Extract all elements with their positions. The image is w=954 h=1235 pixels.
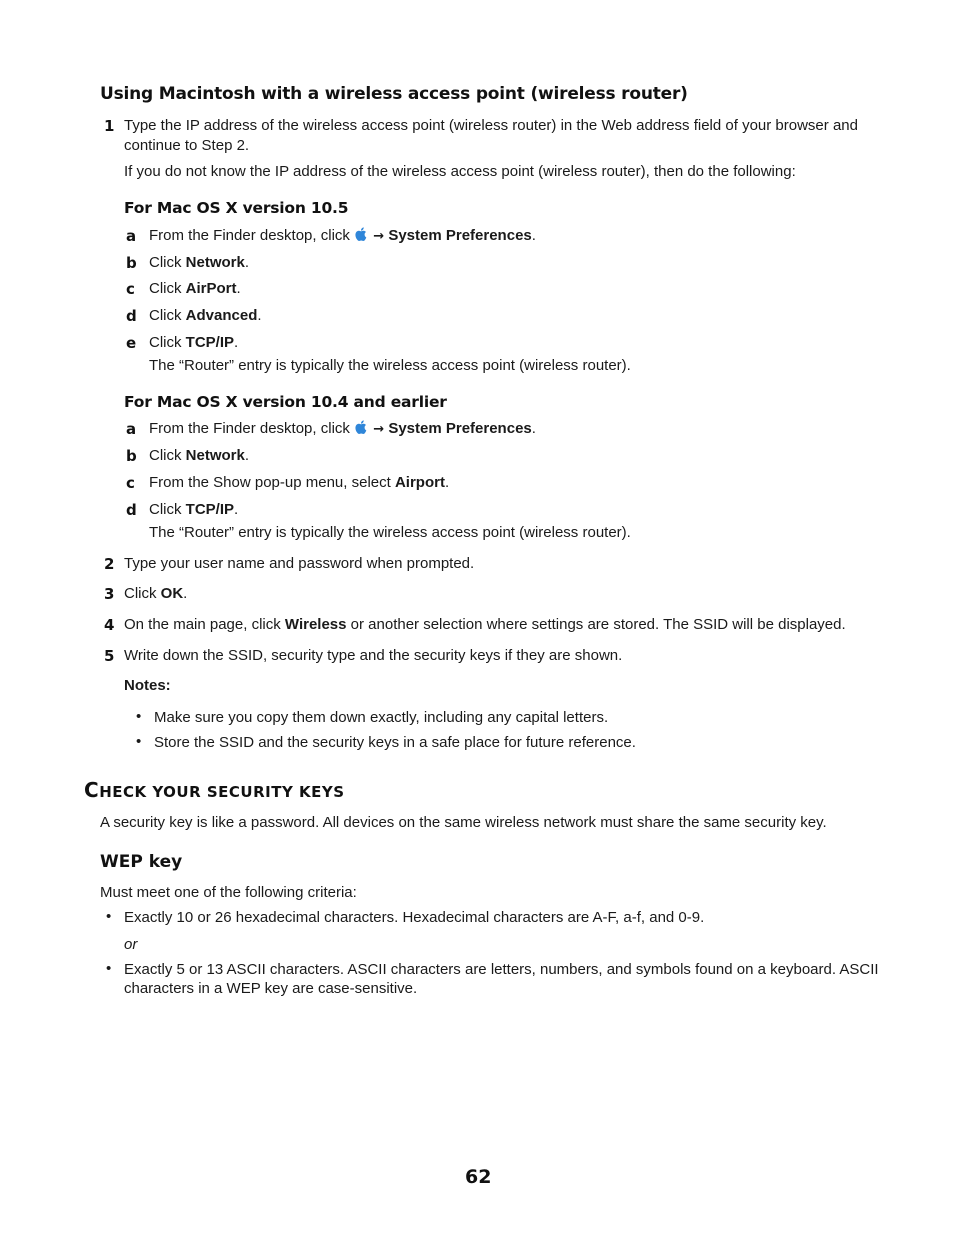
substep-text <box>149 333 238 353</box>
ok-label: OK <box>160 585 184 602</box>
substep-letter: c <box>126 474 135 492</box>
substep-text <box>149 473 449 493</box>
substep-letter: a <box>126 227 137 245</box>
substep-text-post: . <box>257 307 262 324</box>
substep-text <box>149 500 238 520</box>
page-number: 62 <box>465 1166 492 1188</box>
heading-initial: C <box>84 778 100 802</box>
substep-letter: b <box>126 254 137 272</box>
substep-text-post: . <box>234 334 239 351</box>
network-label: Network <box>185 254 245 271</box>
substep-text-post: . <box>236 280 241 297</box>
section-heading-macintosh: Using Macintosh with a wireless access point (wireless router) <box>100 84 688 104</box>
substep-text <box>149 446 249 466</box>
substep-text-post: . <box>234 501 239 518</box>
security-intro: A security key is like a password. All devices on the same wireless network must share the same security key. <box>100 814 827 831</box>
menu-arrow: → <box>373 229 385 244</box>
substep-text-post: . <box>244 254 250 271</box>
substep-text <box>149 226 536 247</box>
substep-note: The “Router” entry is typically the wireless access point (wireless router). <box>149 524 631 541</box>
substep-letter: d <box>126 501 137 519</box>
substep-text-pre: From the Finder desktop, click <box>149 420 355 437</box>
substep-letter: d <box>126 307 137 325</box>
step-text-post: . <box>183 585 188 602</box>
substep-text-pre: Click <box>149 307 186 324</box>
section-heading-security-keys <box>84 778 345 802</box>
substep-text <box>149 419 536 440</box>
substep-text <box>149 306 262 326</box>
bullet: • <box>106 908 112 925</box>
airport-label: Airport <box>394 474 445 491</box>
step-number: 1 <box>104 117 115 135</box>
wep-intro: Must meet one of the following criteria: <box>100 884 357 901</box>
substep-text-pre: From the Finder desktop, click <box>149 227 355 244</box>
step-text: continue to Step 2. <box>124 137 250 154</box>
bullet: • <box>106 960 112 977</box>
substep-text-post: . <box>244 447 250 464</box>
step-text-pre: On the main page, click <box>124 616 285 633</box>
step-number: 4 <box>104 616 115 634</box>
subheading-mac-10-5: For Mac OS X version 10.5 <box>124 199 349 217</box>
wep-criterion: characters in a WEP key are case-sensitive. <box>124 980 418 997</box>
airport-label: AirPort <box>185 280 237 297</box>
step-text: Type the IP address of the wireless access point (wireless router) in the Web address field of your browser and <box>124 117 858 134</box>
substep-text-post: . <box>531 420 536 437</box>
substep-letter: e <box>126 334 137 352</box>
wep-criterion: Exactly 5 or 13 ASCII characters. ASCII characters are letters, numbers, and symbols found on a keyboard. ASCII <box>124 961 879 978</box>
substep-text-pre: Click <box>149 447 186 464</box>
bullet: • <box>136 733 142 750</box>
step-text: Write down the SSID, security type and the security keys if they are shown. <box>124 647 623 664</box>
heading-rest: HECK YOUR SECURITY KEYS <box>99 783 345 801</box>
substep-letter: a <box>126 420 137 438</box>
bullet: • <box>136 708 142 725</box>
system-preferences-label: System Preferences <box>388 420 532 437</box>
menu-arrow: → <box>373 422 385 437</box>
network-label: Network <box>185 447 245 464</box>
subheading-wep-key: WEP key <box>100 852 183 872</box>
tcpip-label: TCP/IP <box>185 501 235 518</box>
step-number: 3 <box>104 585 115 603</box>
notes-label: Notes: <box>124 677 171 694</box>
substep-text <box>149 253 249 273</box>
note-item: Make sure you copy them down exactly, including any capital letters. <box>154 709 609 726</box>
wireless-label: Wireless <box>284 616 347 633</box>
step-note: If you do not know the IP address of the wireless access point (wireless router), then do the following: <box>124 163 796 180</box>
substep-text-pre: Click <box>149 280 186 297</box>
wep-criterion: Exactly 10 or 26 hexadecimal characters. Hexadecimal characters are A-F, a-f, and 0-9. <box>124 909 705 926</box>
substep-text-pre: From the Show pop-up menu, select <box>149 474 395 491</box>
tcpip-label: TCP/IP <box>185 334 235 351</box>
substep-text-pre: Click <box>149 501 186 518</box>
step-text <box>124 615 846 635</box>
substep-text-pre: Click <box>149 334 186 351</box>
advanced-label: Advanced <box>185 307 258 324</box>
substep-text <box>149 279 241 299</box>
step-text <box>124 584 187 604</box>
substep-note: The “Router” entry is typically the wireless access point (wireless router). <box>149 357 631 374</box>
subheading-mac-10-4: For Mac OS X version 10.4 and earlier <box>124 393 447 411</box>
or-separator: or <box>124 936 138 953</box>
apple-menu-icon <box>354 419 369 435</box>
step-text: Type your user name and password when prompted. <box>124 555 475 572</box>
step-text-pre: Click <box>124 585 161 602</box>
substep-letter: c <box>126 280 135 298</box>
system-preferences-label: System Preferences <box>388 227 532 244</box>
step-text-post: or another selection where settings are stored. The SSID will be displayed. <box>346 616 846 633</box>
substep-text-pre: Click <box>149 254 186 271</box>
step-number: 2 <box>104 555 115 573</box>
apple-menu-icon <box>354 226 369 242</box>
substep-text-post: . <box>531 227 536 244</box>
step-number: 5 <box>104 647 115 665</box>
note-item: Store the SSID and the security keys in a safe place for future reference. <box>154 734 636 751</box>
substep-text-post: . <box>444 474 450 491</box>
substep-letter: b <box>126 447 137 465</box>
